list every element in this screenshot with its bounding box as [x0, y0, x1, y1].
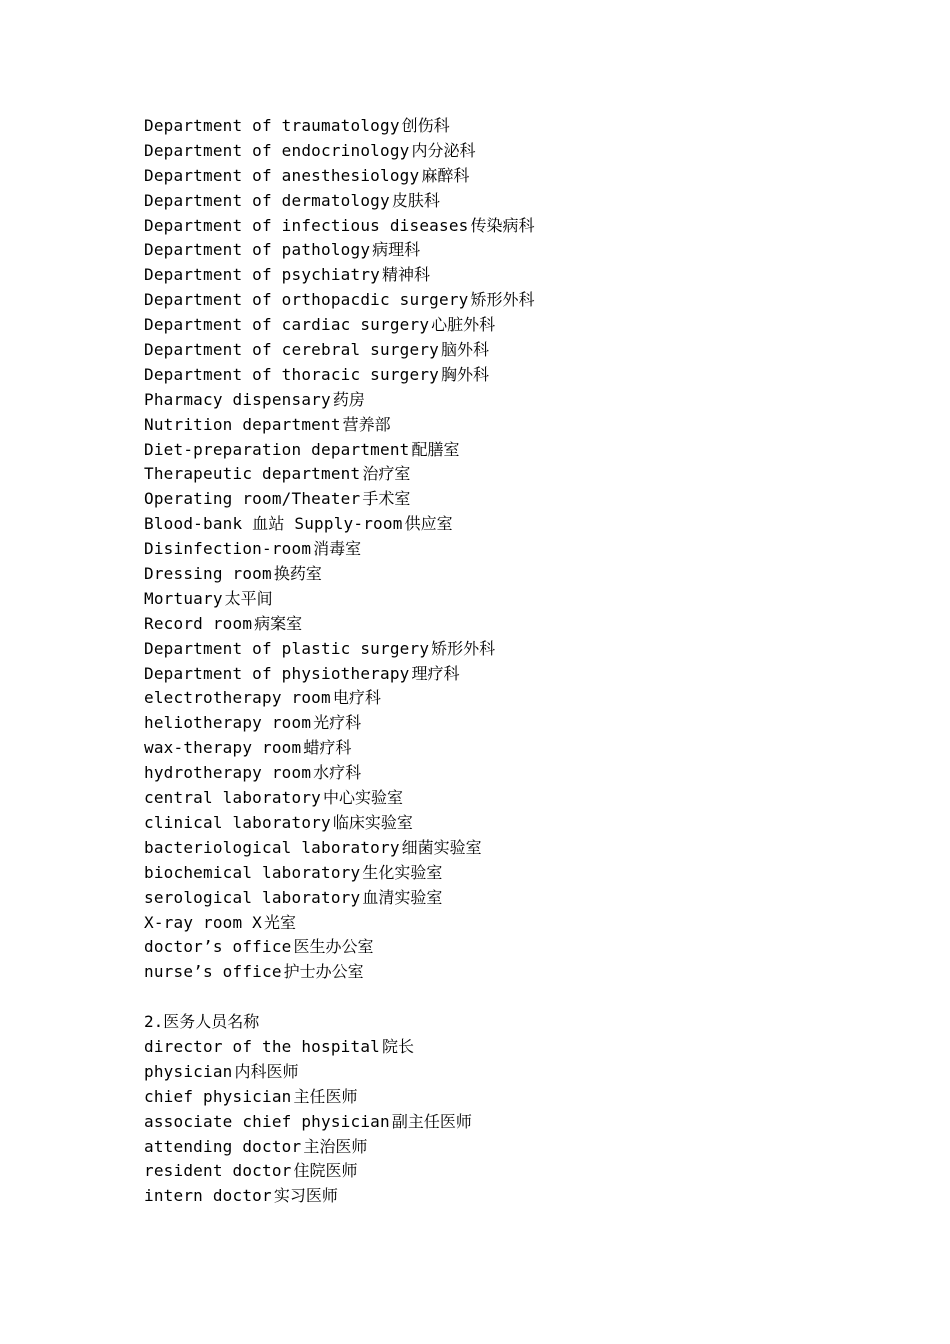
list-item: central laboratory 中心实验室 — [144, 788, 404, 808]
list-item: Pharmacy dispensary 药房 — [144, 389, 365, 409]
staff-title-list — [144, 1035, 904, 1209]
list-item: Department of anesthesiology 麻醉科 — [144, 165, 470, 185]
list-item: Department of cerebral surgery 脑外科 — [144, 340, 489, 360]
list-item: Department of orthopacdic surgery 矫形外科 — [144, 290, 535, 310]
section-heading: 2.医务人员名称 — [144, 1012, 260, 1032]
list-item: Department of thoracic surgery 胸外科 — [144, 364, 489, 384]
list-item: Dressing room 换药室 — [144, 564, 322, 584]
list-item: heliotherapy room 光疗科 — [144, 713, 362, 733]
department-list — [144, 114, 904, 985]
list-item: wax-therapy room 蜡疗科 — [144, 738, 352, 758]
list-item: biochemical laboratory 生化实验室 — [144, 862, 443, 882]
list-item: Blood-bank 血站 Supply-room 供应室 — [144, 514, 453, 534]
list-item: Nutrition department 营养部 — [144, 414, 391, 434]
list-item: intern doctor 实习医师 — [144, 1186, 338, 1206]
list-item: electrotherapy room 电疗科 — [144, 688, 381, 708]
list-item: associate chief physician 副主任医师 — [144, 1111, 472, 1131]
list-item: Department of traumatology 创伤科 — [144, 116, 450, 135]
list-item: Department of infectious diseases 传染病科 — [144, 215, 535, 235]
list-item: chief physician 主任医师 — [144, 1086, 358, 1106]
list-item: nurse’s office 护士办公室 — [144, 962, 364, 982]
list-item: doctor’s office 医生办公室 — [144, 937, 374, 957]
list-item: hydrotherapy room 水疗科 — [144, 763, 362, 783]
list-item: director of the hospital 院长 — [144, 1036, 415, 1056]
list-item: Diet-preparation department 配膳室 — [144, 439, 460, 459]
list-item: X-ray room X 光室 — [144, 912, 297, 932]
list-item: Department of psychiatry 精神科 — [144, 265, 431, 285]
list-item: Mortuary 太平间 — [144, 588, 273, 608]
list-item: clinical laboratory 临床实验室 — [144, 812, 413, 832]
list-item: Department of pathology 病理科 — [144, 240, 421, 260]
list-item: Therapeutic department 治疗室 — [144, 464, 411, 484]
list-item: Department of physiotherapy 理疗科 — [144, 663, 460, 683]
list-item: Department of endocrinology 内分泌科 — [144, 140, 476, 160]
list-item: attending doctor 主治医师 — [144, 1136, 368, 1156]
list-item: bacteriological laboratory 细菌实验室 — [144, 837, 482, 857]
list-item: Operating room/Theater 手术室 — [144, 489, 411, 509]
document-page — [144, 114, 904, 1209]
list-item: serological laboratory 血清实验室 — [144, 887, 443, 907]
list-item: Department of dermatology 皮肤科 — [144, 190, 440, 210]
list-item: Record room 病案室 — [144, 613, 303, 633]
list-item: Department of cardiac surgery 心脏外科 — [144, 315, 496, 335]
paragraph-gap — [144, 985, 904, 1010]
list-item: resident doctor 住院医师 — [144, 1161, 358, 1181]
list-item: physician 内科医师 — [144, 1061, 299, 1081]
list-item: Disinfection-room 消毒室 — [144, 539, 362, 559]
list-item: Department of plastic surgery 矫形外科 — [144, 638, 496, 658]
